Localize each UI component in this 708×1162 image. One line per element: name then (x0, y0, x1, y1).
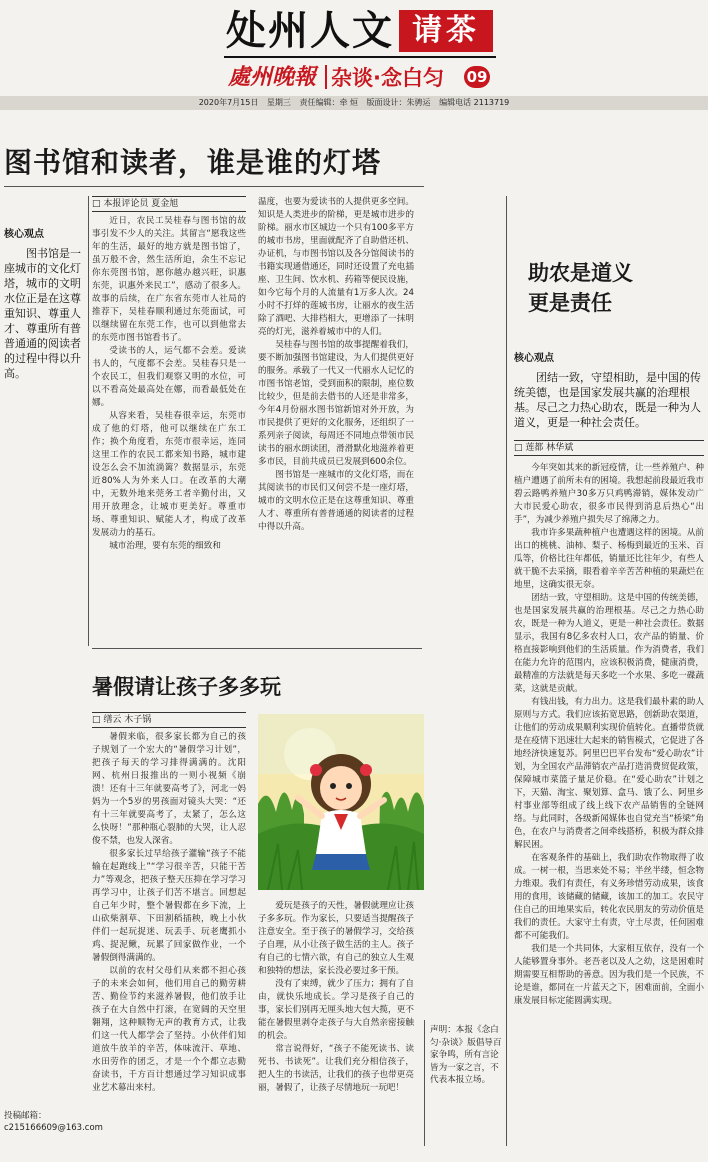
article1-column-2 (258, 196, 414, 622)
paragraph: 在客观条件的基础上，我们助农作物取得了收成。一树一根，当思来处不易；半丝半缕，恒念物力维艰。我们有责任，有义务珍惜劳动成果，该食用的食用，该储藏的储藏，该加工的加工。农民守住自己的田地果实后，转化农民朋友的劳动价值是我们的责任。大家守土有责，守土尽责，任何困难都不可能我们。 (514, 853, 704, 941)
article3-body (514, 462, 704, 1152)
article2-column-2 (258, 900, 414, 1146)
paragraph: 我们是一个共同体，大家相互依存，没有一个人能够置身事外。老吾老以及人之幼，这是困难时期需要互相帮助的善意。因为我们是一个民族，不论是谁，都同在一片蓝天之下，困难面前，全面小康发展目标定能圆满实现。 (514, 944, 704, 1006)
article1-core-label: 核心观点 (4, 229, 44, 240)
article3-core-text: 团结一致，守望相助，是中国的传统美德，也是国家发展共赢的治理根基。尽己之力热心助农，既是一种为人道义，更是一种社会责任。 (514, 371, 701, 429)
page-number: 09 (464, 66, 490, 88)
illustration-girl-in-grass-art (258, 714, 424, 890)
issue-date: 2020年7月15日 (198, 98, 259, 107)
divider (424, 1020, 425, 1146)
paragraph: 暑假来临，很多家长都为自己的孩子规划了一个宏大的“暑假学习计划”，把孩子每天的学习排得满满的。沈阳网、杭州日报推出的一则小视频《崩溃！还有十三年就要高考了》，河北一妈妈为一个5岁的男孩面对镜头大哭：“还有十三年就要高考了，太紧了，怎么这么快呀！”那种瓶心裂肺的大哭，让人忍俊不禁，也发人深省。 (92, 732, 246, 846)
masthead-rule (224, 56, 496, 58)
paper-logo: 處州晚報 (228, 64, 317, 90)
article1-byline: □ 本报评论员 夏金旭 (92, 196, 246, 212)
paragraph: 以前的农村父母们从来都不担心孩子的未来会如何，他们用自己的勤劳耕苦、勤俭节约来滋养暑假，他们放手让孩子在大自然中打滚，在宽阔的天空里翱翔，这种顺物无声的教育方式，让我们这一代人都学会了坚持。小伙伴们知道放牛放羊的辛苦，体味流汗、草地、水田劳作的团乏，才是一个个都立志勤奋读书，千方百计想通过学习知识成事业艺术幕出来村。 (92, 966, 246, 1093)
article3-headline-line2: 更是责任 (528, 291, 612, 315)
article1-core-text: 图书馆是一座城市的文化灯塔，城市的文明水位正是在这尊重知识、尊重人才、尊重所有普普通通的阅读者的过程中得以升高。 (4, 247, 81, 380)
article1-column-1 (92, 215, 246, 631)
article3-core-label: 核心观点 (514, 353, 554, 364)
paragraph: 今年突如其来的新冠疫情，让一些养殖户、种植户遭遇了前所未有的困境。我想起前段最近我市碧云路鸭养殖户30多万只鸡鸭滞销，媒体发动广大市民爱心助农，很多市民得到消息后热心“出手”，为减少养殖户损失尽了绵薄之力。 (514, 463, 704, 525)
editor-credit: 责任编辑：牵 烜 (299, 98, 358, 107)
submission-email: c215166609@163.com (4, 1123, 103, 1133)
article2-column-1 (92, 731, 246, 1146)
masthead-title: 处州人文 (226, 7, 394, 54)
article1-headline: 图书馆和读者，谁是谁的灯塔 (4, 146, 382, 179)
masthead-box: 请茶 (399, 10, 493, 52)
illustration-girl-in-grass (258, 714, 424, 890)
divider (4, 186, 424, 187)
submission-label: 投稿邮箱： (4, 1111, 47, 1121)
divider (88, 196, 89, 646)
designer-credit: 版面设计：朱骋运 (366, 98, 431, 107)
paragraph: 图书馆是一座城市的文化灯塔，而在其阅读书的市民们又何尝不是一座灯塔，城市的文明水位正是在这尊重知识、尊重人才、尊重所有普普通通的阅读者的过程中得以升高。 (258, 470, 414, 532)
paragraph: 受读书的人，运气都不会差。爱读书人的，气度都不会差。吴桂春只是一个农民工，但我们观察又明的水位，可以不看高处最高处在娜，而看最低处在娜。 (92, 346, 246, 408)
article3-byline: □ 莲都 林华斌 (514, 440, 704, 456)
paragraph: 爱玩是孩子的天性，暑假就理应让孩子多多玩。作为家长，只要适当提醒孩子注意安全。至于孩子的暑假学习，交给孩子自理，从小让孩子做生活的主人。孩子有自己的七情六欲，有自己的独立人生观和独特的想法，家长没必要过多干预。 (258, 901, 414, 976)
article2-byline: □ 缮云 木子锅 (92, 712, 246, 728)
paragraph: 近日，农民工吴桂春与图书馆的故事引发不少人的关注。其留言“愿我这些年的生活，最好的地方就是图书馆了，虽万般不舍，然生活所迫，余生不忘记你东莞图书馆，愿你越办越兴旺，识惠东莞，识惠外来民工”，感动了很多人。故事的后续，在广东省东莞市人社局的推荐下，吴桂春顺利通过东莞面试，可以继续留在东莞工作，也可以到他常去的东莞市图书馆看书了。 (92, 216, 246, 343)
paragraph: 从容来看，吴桂春很幸运，东莞市成了他的灯塔，他可以继续在广东工作；换个角度看，东莞市很幸运，连同这里工作的农民工都来知书路，城市建设怎么会不加流淌篱？数据显示，东莞近80%人为外来人口。在改革的大潮中，无数外地来莞务工者辛勤付出，又用开放理念，让城市更美好。尊重市场、尊重知识、赋能人才，构成了改革发展动力的基石。 (92, 411, 246, 538)
paragraph: 吴桂春与图书馆的故事提醒着我们，要不断加强图书馆建设，为人们提供更好的服务。承载了一代又一代丽水人记忆的市图书馆老馆，受到面积的限制，座位数比较少，但是前去借书的人还是非常多，今年4月份丽水图书馆新馆对外开放，为市民提供了更好的文化服务，还组织了一系列亲子阅读，每周还不同地点带领市民读书的丽水朗读团，滑滑默化地滋养着更多市民，目前共成员已发展到600余位。 (258, 340, 414, 467)
divider (325, 65, 327, 89)
paragraph: 我市许多果蔬种植户也遭遇这样的困境。从前出口的桃桃、油柿、梨子、杨梅到最近的玉米、百瓜等，价格比往年都低，销量还比往年少，有些人就干脆不去采摘，眼看着辛辛苦苦种植的果蔬烂在地里，这确实很无奈。 (514, 528, 704, 590)
article3-headline-line1: 助农是道义 (528, 261, 633, 285)
issue-weekday: 星期三 (266, 98, 291, 107)
paragraph: 团结一致，守望相助。这是中国的传统美德，也是国家发展共赢的治理根基。尽己之力热心助农，既是一种为人道义，更是一种社会责任。数据显示，我国有8亿多农村人口，农产品的销量、价格直接影响到他们的生活质量。作为消费者，我们在能力允许的范围内，应该积极消费，健康消费，最精准的方法就是每天多吃一个水果、多吃一碟蔬菜，这就是贡献。 (514, 593, 704, 694)
paragraph: 常言说得好，“孩子不能死读书、读死书、书读死”。让我们充分相信孩子，把人生的书读活，让我们的孩子也带更亮丽，暑假了，让孩子尽情地玩一玩吧！ (258, 1044, 414, 1093)
paragraph: 没有了束缚，就少了压力；拥有了自由，就快乐地成长。学习是孩子自己的事，家长们别再无厘头地大包大揽，更不能在暑假里剥夺走孩子与大自然亲密接触的机会。 (258, 979, 414, 1041)
paragraph: 有钱出钱，有力出力。这是我们最朴素的助人原则与方式。我们应该拓宽思路，创新助农渠道，让他们的劳动成果顺利实现价值转化。直播带货就是在疫情下迅速壮大起来的销售模式，它促进了各地经济快速复苏。阿里巴巴平台发布“爱心助农”计划，为全国农产品滞销农产品打造消费贸促政策，保障城市菜篮子量足价稳。在“爱心助农”计划之下，天猫、淘宝、聚划算、盒马、饿了么、阿里乡村事业部等组成了线上线下农产品销售的全链网络。与此同时，各级新闻媒体也自觉充当“桥梁”角色，在农户与消费者之间牵线搭桥，积极为群众排解民困。 (514, 697, 704, 850)
article2-headline: 暑假请让孩子多多玩 (92, 675, 281, 699)
info-bar (0, 96, 708, 110)
divider (506, 196, 507, 1146)
editor-phone: 编辑电话 2113719 (439, 98, 510, 107)
paragraph: 温度，也要为爱读书的人提供更多空间。知识是人类进步的阶梯，更是城市进步的阶梯。丽水市区城边一个只有100多平方的城市书房，里面就配齐了自助借还机、办证机，与市图书馆以及各分馆阅读书的书籍实现通借通还，同时还设置了充电插座、卫生间、饮水机、药箱等便民设施，如今它每个月的人流量有1万多人次。24小时不打烊的莲城书房，让丽水的夜生活除了酒吧、大排档相大，更增添了一抹明亮的灯光，滋养着城市中的人们。 (258, 197, 414, 337)
paragraph: 很多家长过早给孩子灌输“孩子不能输在起跑线上”“学习很辛苦，只能干苦力”等观念，把孩子整天压抑在学习学习再学习中，让孩子们苦不堪言。回想起自己年少时，整个暑假都在乡下流，上山砍柴割草、下田割稻插秧，晚上小伙伴们一起玩捉迷、玩丢手、玩老鹰抓小鸡、捉泥鳅，玩累了回家做作业，一个暑假倒得满满的。 (92, 849, 246, 963)
section-title: 杂谈·念白匀 (331, 66, 444, 90)
disclaimer-notice: 声明：本报《念白匀·杂谈》版倡导百家争鸣，所有言论皆为一家之言，不代表本报立场。 (430, 1025, 502, 1085)
paragraph: 城市治理，要有东莞的细致和 (109, 541, 221, 551)
submission-contact (4, 1110, 103, 1134)
divider (92, 648, 422, 649)
